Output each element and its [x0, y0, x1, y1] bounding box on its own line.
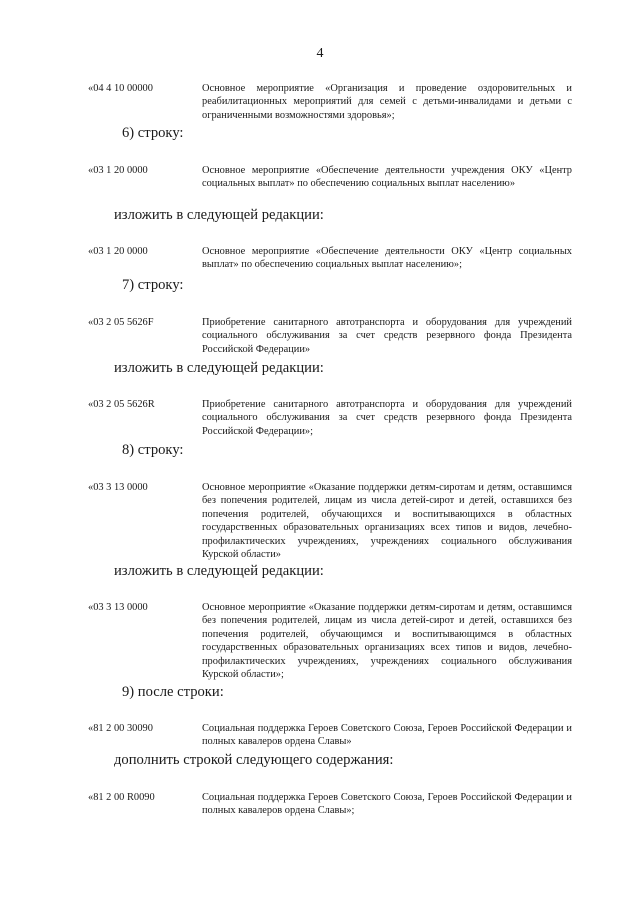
budget-entry [88, 791, 572, 818]
budget-code: «03 3 13 0000 [88, 602, 148, 613]
budget-code: «04 4 10 00000 [88, 83, 153, 94]
instruction-heading: дополнить строкой следующего содержания: [114, 752, 394, 768]
budget-code: «81 2 00 R0090 [88, 792, 155, 803]
budget-description: Приобретение санитарного автотранспорта и оборудования для учреждений социального обслуживания за счет средств резервного фонда Президента Российской Федерации»; [202, 399, 572, 437]
section-heading-6: 6) строку: [122, 125, 184, 141]
budget-entry [88, 398, 572, 438]
budget-description: Основное мероприятие «Обеспечение деятельности учреждения ОКУ «Центр социальных выплат» по обеспечению социальных выплат населению» [202, 165, 572, 190]
section-heading-7: 7) строку: [122, 277, 184, 293]
instruction-heading: изложить в следующей редакции: [114, 207, 324, 223]
budget-description: Приобретение санитарного автотранспорта и оборудования для учреждений социального обслуживания за счет средств резервного фонда Президента Российской Федерации» [202, 317, 572, 355]
section-heading-9: 9) после строки: [122, 684, 224, 700]
budget-entry [88, 601, 572, 681]
instruction-heading: изложить в следующей редакции: [114, 360, 324, 376]
budget-description: Основное мероприятие «Обеспечение деятельности ОКУ «Центр социальных выплат» по обеспечению социальных выплат населению»; [202, 246, 572, 271]
budget-code: «03 3 13 0000 [88, 482, 148, 493]
budget-code: «03 2 05 5626F [88, 317, 154, 328]
budget-entry [88, 245, 572, 272]
budget-entry [88, 722, 572, 749]
budget-code: «03 1 20 0000 [88, 246, 148, 257]
instruction-heading: изложить в следующей редакции: [114, 563, 324, 579]
budget-description: Основное мероприятие «Организация и проведение оздоровительных и реабилитационных мероприятий для семей с детьми-инвалидами и детьми с ограниченными возможностями здоровья»; [202, 83, 572, 121]
budget-description: Основное мероприятие «Оказание поддержки детям-сиротам и детям, оставшимся без попечения родителей, лицам из числа детей-сирот и детей, оставшихся без попечения родителей, обучающихся и воспитывающихся в областных государственных образовательных организациях всех типов и видов, лечебно-профилактических учреждениях, учреждениях социального обслуживания Курской области» [202, 482, 572, 561]
budget-entry [88, 481, 572, 561]
budget-description: Основное мероприятие «Оказание поддержки детям-сиротам и детям, оставшимся без попечения родителей, лицам из числа детей-сирот и детей, оставшихся без попечения родителей, обучающимся и воспитывающимся в областных государственных образовательных организациях всех типов и видов, лечебно-профилактических учреждениях, учреждениях социального обслуживания Курской области»; [202, 602, 572, 681]
budget-description: Социальная поддержка Героев Советского Союза, Героев Российской Федерации и полных кавалеров ордена Славы» [202, 723, 572, 748]
budget-code: «03 1 20 0000 [88, 165, 148, 176]
budget-code: «81 2 00 30090 [88, 723, 153, 734]
budget-entry [88, 316, 572, 356]
budget-entry [88, 82, 572, 122]
section-heading-8: 8) строку: [122, 442, 184, 458]
budget-code: «03 2 05 5626R [88, 399, 155, 410]
page-number: 4 [316, 46, 324, 61]
budget-entry [88, 164, 572, 191]
budget-description: Социальная поддержка Героев Советского Союза, Героев Российской Федерации и полных кавалеров ордена Славы»; [202, 792, 572, 817]
